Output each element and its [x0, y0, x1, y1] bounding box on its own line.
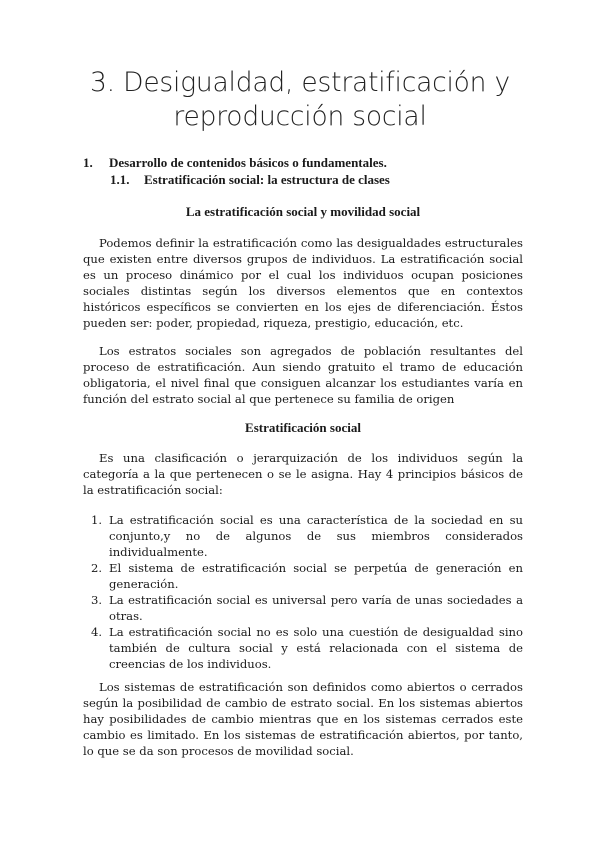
principles-list [83, 512, 523, 672]
paragraph-clasificacion-text: Es una clasificación o jerarquización de los individuos según la categoría a la que pertenecen o se le asigna. Hay 4 principios básicos de la estratificación social: [83, 451, 523, 497]
toc-item-1-1-label: Estratificación social: la estructura de clases [144, 172, 390, 187]
list-item-text: La estratificación social es una característica de la sociedad en su conjunto,y no de algunos de sus miembros considerados individualmente. [109, 513, 523, 559]
paragraph-estratos [83, 343, 523, 407]
list-item-text: La estratificación social no es solo una cuestión de desigualdad sino también de cultura social y está relacionada con el sistema de creencias de los individuos. [109, 625, 523, 671]
list-item [83, 560, 523, 592]
list-item [83, 624, 523, 672]
page-title-line-2: reproducción social [173, 101, 427, 132]
list-item-number: 2. [91, 561, 103, 575]
list-item-text: El sistema de estratificación social se perpetúa de generación en generación. [109, 561, 523, 591]
page-title-line-1: 3. Desigualdad, estratificación y [90, 67, 510, 98]
toc-item-1-1-number: 1.1. [110, 172, 130, 187]
list-item [83, 512, 523, 560]
list-item-text: La estratificación social es universal pero varía de unas sociedades a otras. [109, 593, 523, 623]
section-heading-movilidad: La estratificación social y movilidad social [185, 204, 421, 219]
toc-item-1-number: 1. [83, 155, 93, 170]
list-item [83, 592, 523, 624]
paragraph-clasificacion [83, 450, 523, 498]
toc-item-1-label: Desarrollo de contenidos básicos o fundamentales. [109, 155, 387, 170]
page-title [40, 66, 560, 134]
paragraph-sistemas [83, 679, 523, 759]
paragraph-sistemas-text: Los sistemas de estratificación son definidos como abiertos o cerrados según la posibilidad de cambio de estrato social. En los sistemas abiertos hay posibilidades de cambio mientras que en los sistemas cerrados este cambio es limitado. En los sistemas de estratificación abiertos, por tanto, lo que se da son procesos de movilidad social. [83, 680, 523, 758]
section-heading-estratificacion: Estratificación social [245, 420, 361, 435]
toc-item-1 [83, 155, 387, 171]
paragraph-definition-text: Podemos definir la estratificación como las desigualdades estructurales que existen entre diversos grupos de individuos. La estratificación social es un proceso dinámico por el cual los individuos ocupan posiciones sociales distintas según los diversos elementos que en contextos históricos específicos se convierten en los ejes de diferenciación. Éstos pueden ser: poder, propiedad, riqueza, prestigio, educación, etc. [83, 236, 523, 330]
list-item-number: 1. [91, 513, 103, 527]
toc-item-1-1 [110, 172, 390, 188]
paragraph-definition [83, 235, 523, 331]
list-item-number: 4. [91, 625, 103, 639]
list-item-number: 3. [91, 593, 103, 607]
paragraph-estratos-text: Los estratos sociales son agregados de población resultantes del proceso de estratificación. Aun siendo gratuito el tramo de educación obligatoria, el nivel final que consiguen alcanzar los estudiantes varía en función del estrato social al que pertenece su familia de origen [83, 344, 523, 406]
